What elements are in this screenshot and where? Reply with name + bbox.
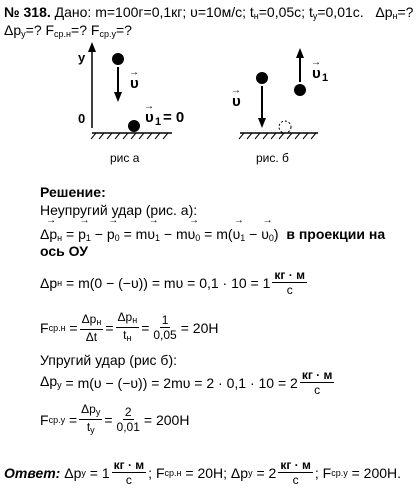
ball-top xyxy=(112,53,124,65)
problem-header: № 318. Дано: m=100г=0,1кг; υ=10м/с; $t_н=0,05с$; $t_у=0,01с$. $\Delta p_н=$? xyxy=(4,4,414,21)
inelastic-title: Неупругий удар (рис. а): xyxy=(40,202,198,218)
y-axis-arrowhead xyxy=(88,42,96,52)
svg-text:1: 1 xyxy=(322,72,329,84)
ball-impact-ghost xyxy=(279,121,291,133)
ball-rising xyxy=(294,84,306,96)
ball-ground xyxy=(128,120,140,132)
svg-text:→: → xyxy=(144,101,154,112)
svg-text:→: → xyxy=(129,67,139,78)
equation-2: Δp н = m(0 − (−υ)) = mυ = 0,1 · 10 = 1 $\frac{кг \cdot м}{с}$ xyxy=(40,268,305,297)
zero-label: 0 xyxy=(78,111,86,126)
svg-text:→: → xyxy=(311,57,321,68)
ground-a-hatch xyxy=(91,133,168,139)
ball-falling xyxy=(256,72,268,84)
figure-b xyxy=(231,48,328,165)
equation-5: F ср.у = $\frac{\Delta p_у}{t_у}$ = $\frac{2}{0,01}$ = 200Н xyxy=(40,402,190,435)
caption-a: рис а xyxy=(110,151,140,165)
equation-3: F ср.н = $\frac{\Delta p_н}{\Delta t}$ = $\frac{\Delta p_н}{t_н}$ = $\frac{1}{0,05}$ = 20Н xyxy=(40,310,219,344)
given-values: m=100г=0,1кг; υ=10м/с; t xyxy=(95,4,254,20)
ground-b-hatch xyxy=(239,133,316,139)
figure-a xyxy=(78,42,184,165)
equation-4: $\Delta p_у$ = m(υ − (−υ)) = 2mυ = 2 · 0,1 · 10 = 2 $\frac{кг \cdot м}{с}$ xyxy=(40,368,333,397)
equation-1-axis: ось ОУ xyxy=(40,243,88,259)
answer-line: Ответ: Δp у = 1 $\frac{кг \cdot м}{с}$ ; F ср.н = 20Н; Δp у = 2 $\frac{кг \cdot м}{с}$ ; F ср.у = 200Н. xyxy=(4,458,402,487)
v-label-b: υ xyxy=(232,93,241,110)
answer-label: Ответ: xyxy=(4,464,61,481)
v1-label: υ xyxy=(145,109,154,126)
elastic-title: Упругий удар (рис б): xyxy=(40,352,178,368)
unit-fraction: $\frac{кг \cdot м}{с}$ xyxy=(274,268,305,297)
problem-number: № 318. xyxy=(4,4,51,20)
question-dpn: Δp xyxy=(375,4,393,20)
solution-heading: Решение: xyxy=(40,184,106,200)
y-axis-label: y xyxy=(78,50,86,65)
figures-svg xyxy=(0,40,418,170)
problem-questions: $\Delta p_у=$? $F_{ср.н}=$? $F_{ср.у}=$? xyxy=(4,22,132,39)
given-label: Дано: xyxy=(54,4,92,20)
v1-label-b: υ xyxy=(312,65,321,82)
v-label: υ xyxy=(130,75,139,92)
equation-1: → $\Delta p_н$ = → $p_1$ − → $p_0 = m\to \upsilon_1 - m\to \upsilon_0 = m(\to \upsilon_1$ − → $\upsilon_0$) в проекции на xyxy=(40,226,385,246)
svg-text:→: → xyxy=(231,85,241,96)
svg-text:1: 1 xyxy=(155,116,162,128)
caption-b: рис. б xyxy=(256,151,289,165)
svg-text:= 0: = 0 xyxy=(163,109,185,126)
